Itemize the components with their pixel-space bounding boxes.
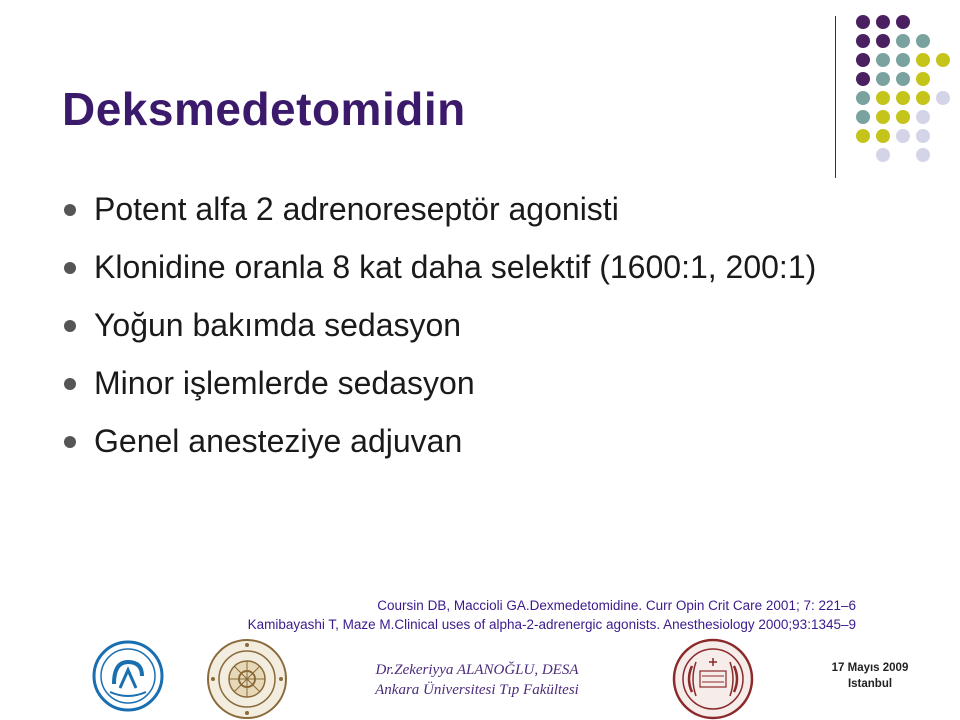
dot [876,15,890,29]
bullet-text: Yoğun bakımda sedasyon [94,307,462,343]
bullet-icon [64,204,76,216]
slide-title: Deksmedetomidin [62,83,466,135]
dot [856,91,870,105]
bullet-text: Genel anesteziye adjuvan [94,423,463,459]
dot [856,15,870,29]
dot [916,148,930,162]
dot [896,91,910,105]
dot [856,110,870,124]
footer-author [312,660,642,700]
dot [876,129,890,143]
presentation-city: Istanbul [847,678,893,690]
dot [916,110,930,124]
dot [896,53,910,67]
bullet-list [62,190,822,480]
dot [916,72,930,86]
reference-line: Coursin DB, Maccioli GA.Dexmedetomidine. Curr Opin Crit Care 2001; 7: 221–6 [377,598,856,613]
dot [856,72,870,86]
bullet-icon [64,262,76,274]
dot [856,53,870,67]
footer-date [820,660,920,692]
dot [896,129,910,143]
dot [876,34,890,48]
reference-line: Kamibayashi T, Maze M.Clinical uses of alpha-2-adrenergic agonists. Anesthesiology 2000;93:1345–9 [247,617,856,632]
bullet-icon [64,436,76,448]
presentation-date: 17 Mayıs 2009 [831,662,909,674]
ankara-university-seal-icon [206,638,288,720]
title-divider-line [835,16,836,178]
medical-faculty-seal-icon [672,638,754,720]
bullet-text: Klonidine oranla 8 kat daha selektif (1600:1, 200:1) [94,249,817,285]
dot [916,129,930,143]
dot [916,34,930,48]
bullet-icon [64,320,76,332]
dot [896,34,910,48]
dot [876,91,890,105]
decorative-dot-grid [848,10,958,160]
dot [916,91,930,105]
dot [856,129,870,143]
bullet-item [62,248,822,286]
dot [936,53,950,67]
bullet-item [62,422,822,460]
bullet-item [62,190,822,228]
bullet-text: Minor işlemlerde sedasyon [94,365,475,401]
dot [936,91,950,105]
dot [876,72,890,86]
dot [896,15,910,29]
dot [876,110,890,124]
dot [876,148,890,162]
references [248,596,856,634]
dot [896,110,910,124]
author-institution: Ankara Üniversitesi Tıp Fakültesi [375,682,579,698]
bullet-item [62,306,822,344]
dot [916,53,930,67]
dot [896,72,910,86]
author-name: Dr.Zekeriyya ALANOĞLU, DESA [375,662,579,678]
bullet-text: Potent alfa 2 adrenoreseptör agonisti [94,191,619,227]
university-logo-left-icon [92,640,164,712]
bullet-icon [64,378,76,390]
dot [876,53,890,67]
dot [856,34,870,48]
bullet-item [62,364,822,402]
